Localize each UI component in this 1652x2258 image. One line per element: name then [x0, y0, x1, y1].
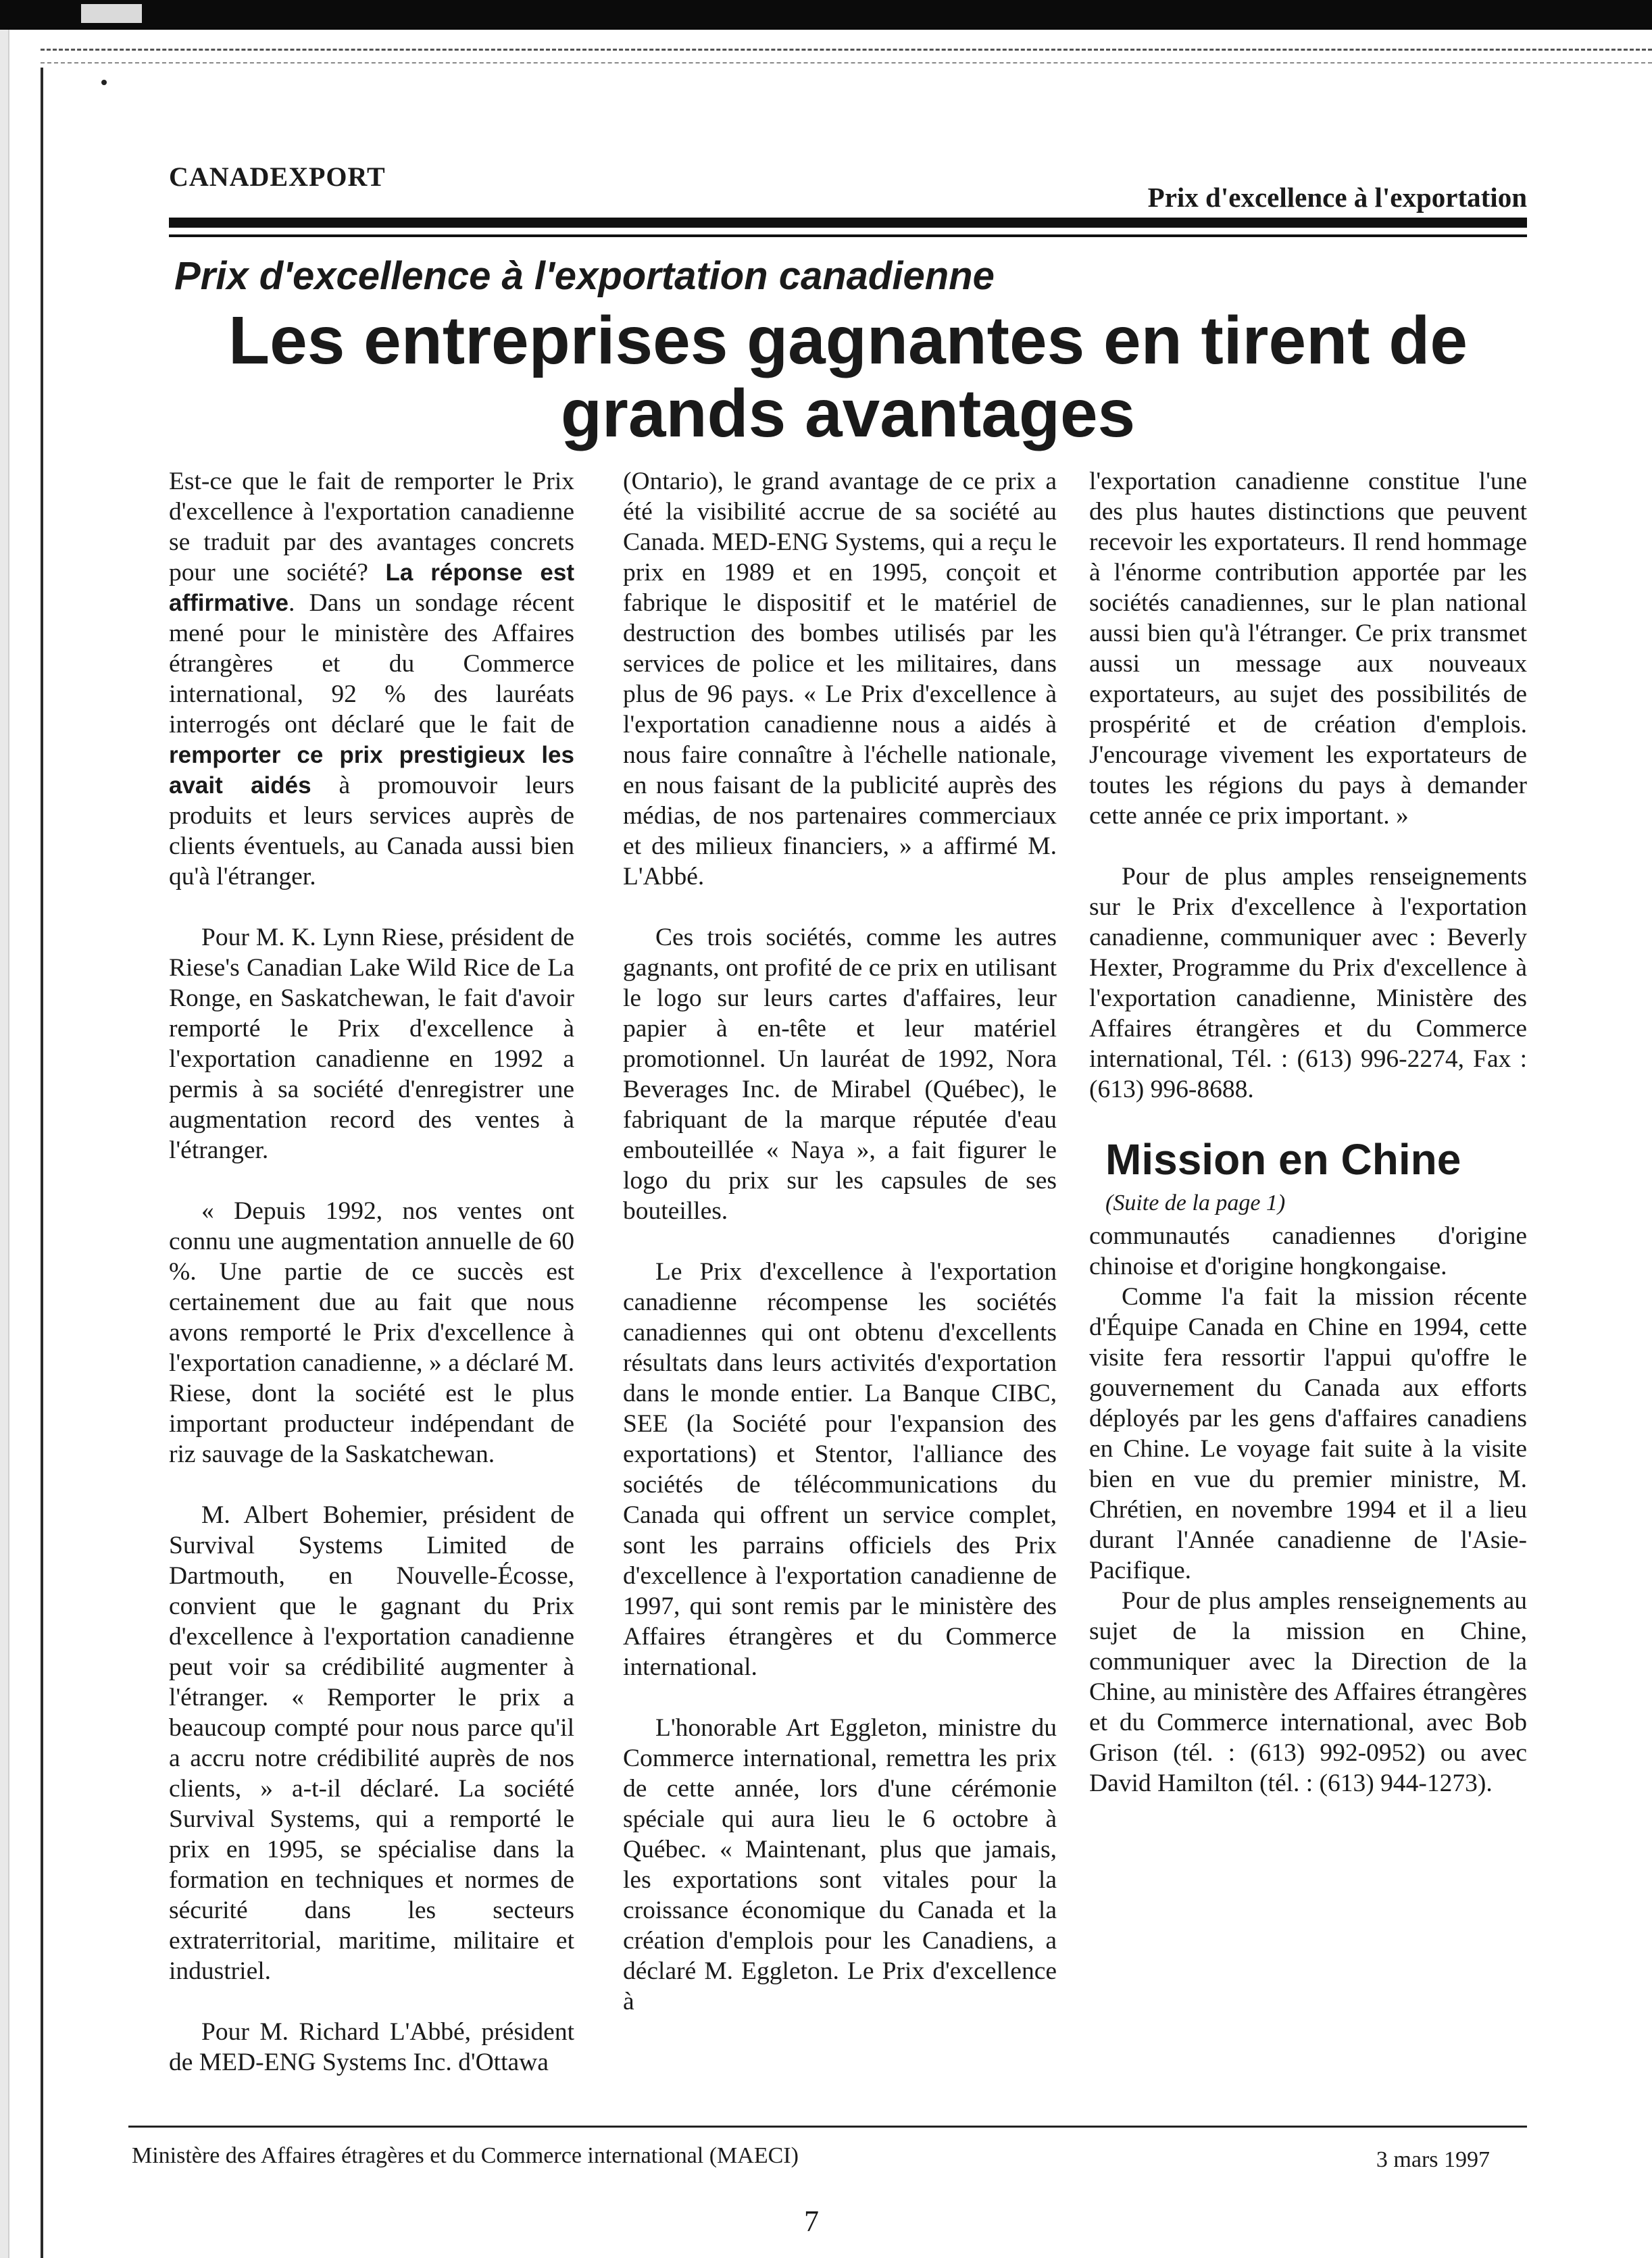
article-column-1: [169, 466, 574, 2108]
paragraph: l'exportation canadienne constitue l'une des plus hautes distinctions que peuvent recevoir les exportateurs. Il rend hommage à l'énorme contribution apportée par les sociétés canadiennes, sur le plan national aussi bien qu'à l'étranger. Ce prix transmet aussi un message aux nouveaux exportateurs, au sujet des possibilités de prospérité et de création d'emplois. J'encourage vivement les exportateurs de toutes les régions du pays à demander cette année ce prix important. »: [1089, 468, 1527, 830]
mission-body: [1089, 1221, 1527, 1799]
paragraph: « Depuis 1992, nos ventes ont connu une augmentation annuelle de 60 %. Une partie de ce succès est certainement due au fait que nous avons remporté le Prix d'excellence à l'exportation canadienne, » a déclaré M. Riese, dont la société est le plus important producteur indépendant de riz sauvage de la Saskatchewan.: [169, 1197, 574, 1468]
footer-date: 3 mars 1997: [1376, 2147, 1490, 2172]
header-rule-thin: [169, 234, 1527, 237]
punch-hole-mark: [101, 80, 107, 85]
scan-dark-edge: [0, 0, 1652, 30]
paragraph: Pour de plus amples renseignements sur le Prix d'excellence à l'exportation canadienne, communiquer avec : Beverly Hexter, Programme du Prix d'excellence à l'exportation canadienne, Ministère des Affaires étrangères et du Commerce international, Tél. : (613) 996-2274, Fax : (613) 996-8688.: [1089, 863, 1527, 1103]
article-headline: Les entreprises gagnantes en tirent de grands avantages: [228, 303, 1468, 451]
article-kicker: Prix d'excellence à l'exportation canadienne: [174, 254, 995, 298]
scan-artifact: [81, 4, 142, 23]
mission-subtitle: (Suite de la page 1): [1105, 1190, 1286, 1215]
paragraph: Pour de plus amples renseignements au sujet de la mission en Chine, communiquer avec la Direction de la Chine, au ministère des Affaires étrangères et du Commerce international, avec Bob Grison (tél. : (613) 992-0952) ou avec David Hamilton (tél. : (613) 944-1273).: [1089, 1587, 1527, 1797]
paragraph: Le Prix d'excellence à l'exportation canadienne récompense les sociétés canadiennes qui ont obtenu d'excellents résultats dans leurs activités d'exportation dans le monde entier. La Banque CIBC, SEE (la Société pour l'expansion des exportations) et Stentor, l'alliance des sociétés de télécommunications du Canada qui offrent un service complet, sont les parrains officiels des Prix d'excellence à l'exportation canadienne de 1997, qui sont remis par le ministère des Affaires étrangères et du Commerce international.: [623, 1258, 1057, 1681]
scan-left-margin: [0, 30, 9, 2258]
paragraph: Pour M. Richard L'Abbé, président de MED-ENG Systems Inc. d'Ottawa: [169, 2018, 574, 2076]
publication-name: CANADEXPORT: [169, 161, 386, 192]
header-rule-thick: [169, 218, 1527, 228]
paragraph: Ces trois sociétés, comme les autres gagnants, ont profité de ce prix en utilisant le logo sur leurs cartes d'affaires, leur papier à en-tête et leur matériel promotionnel. Un lauréat de 1992, Nora Beverages Inc. de Mirabel (Québec), le fabriquant de la marque réputée d'eau embouteillée « Naya », a fait figurer le logo du prix sur les capsules de ses bouteilles.: [623, 924, 1057, 1225]
paragraph: M. Albert Bohemier, président de Survival Systems Limited de Dartmouth, en Nouvelle-Écosse, convient que le gagnant du Prix d'excellence à l'exportation canadienne peut voir sa crédibilité augmenter à l'étranger. « Remporter le prix a beaucoup compté pour nous parce qu'il a accru notre crédibilité auprès de nos clients, » a-t-il déclaré. La société Survival Systems, qui a remporté le prix en 1995, se spécialise dans la formation en techniques et normes de sécurité dans les secteurs extraterritorial, maritime, militaire et industriel.: [169, 1501, 574, 1985]
article-column-2: [623, 466, 1057, 2047]
paragraph: communautés canadiennes d'origine chinoise et d'origine hongkongaise.: [1089, 1222, 1527, 1280]
paragraph: L'honorable Art Eggleton, ministre du Commerce international, remettra les prix de cette année, lors d'une cérémonie spéciale qui aura lieu le 6 octobre à Québec. « Maintenant, plus que jamais, les exportations sont vitales pour la croissance économique du Canada et la création d'emplois pour les Canadiens, a déclaré M. Eggleton. Le Prix d'excellence à: [623, 1714, 1057, 2015]
page-number: 7: [804, 2205, 819, 2238]
mission-box: [1089, 1135, 1527, 1799]
section-title: Prix d'excellence à l'exportation: [1147, 182, 1527, 213]
paragraph: Comme l'a fait la mission récente d'Équipe Canada en Chine en 1994, cette visite fera ressortir l'appui qu'offre le gouvernement du Canada aux efforts déployés par les gens d'affaires canadiens en Chine. Le voyage fait suite à la visite bien en vue du premier ministre, M. Chrétien, en novembre 1994 et il a lieu durant l'Année canadienne de l'Asie-Pacifique.: [1089, 1283, 1527, 1584]
mission-title: Mission en Chine: [1105, 1135, 1461, 1184]
scan-dashed-line: [41, 62, 1652, 64]
scan-dashed-line: [41, 49, 1652, 51]
binding-rule: [41, 68, 43, 2258]
article-column-3: [1089, 466, 1527, 1799]
footer-rule: [128, 2126, 1527, 2128]
paragraph: Pour M. K. Lynn Riese, président de Riese's Canadian Lake Wild Rice de La Ronge, en Saskatchewan, le fait d'avoir remporté le Prix d'excellence à l'exportation canadienne en 1992 a permis à sa société d'enregistrer une augmentation record des ventes à l'étranger.: [169, 924, 574, 1164]
paragraph: (Ontario), le grand avantage de ce prix a été la visibilité accrue de sa société au Canada. MED-ENG Systems, qui a reçu le prix en 1989 et en 1995, conçoit et fabrique le dispositif et le matériel de destruction des bombes utilisés par les services de police et les militaires, dans plus de 96 pays. « Le Prix d'excellence à l'exportation canadienne nous a aidés à nous faire connaître à l'échelle nationale, en nous faisant de la publicité auprès des médias, de nos partenaires commerciaux et des milieux financiers, » a affirmé M. L'Abbé.: [623, 468, 1057, 890]
footer-ministry: Ministère des Affaires étragères et du Commerce international (MAECI): [132, 2143, 799, 2168]
paragraph: Est-ce que le fait de remporter le Prix d'excellence à l'exportation canadienne se traduit par des avantages concrets pour une société? La réponse est affirmative. Dans un sondage récent mené pour le ministère des Affaires étrangères et du Commerce international, 92 % des lauréats interrogés ont déclaré que le fait de remporter ce prix prestigieux les avait aidés à promouvoir leurs produits et leurs services auprès de clients éventuels, au Canada aussi bien qu'à l'étranger.: [169, 468, 575, 890]
